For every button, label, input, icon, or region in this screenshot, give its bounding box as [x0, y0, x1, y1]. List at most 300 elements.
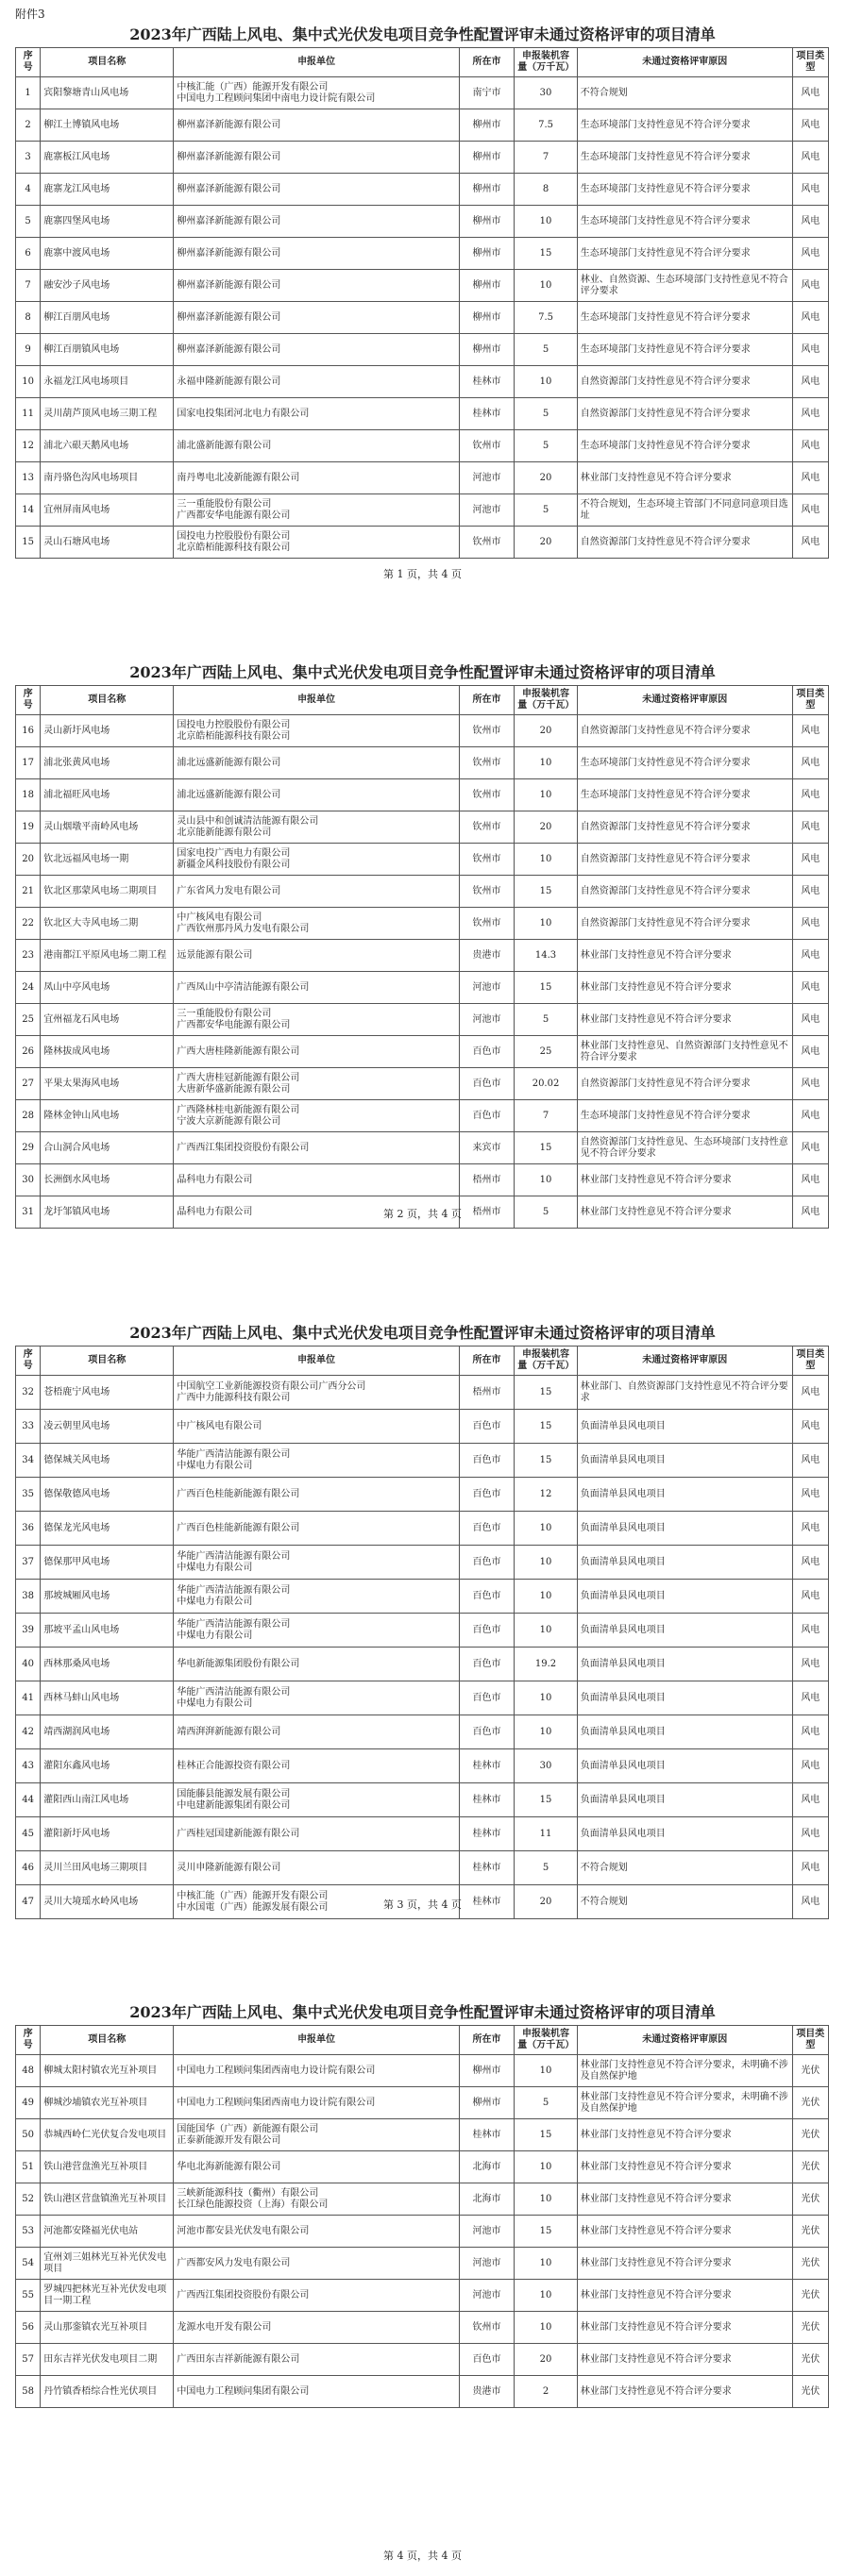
city-cell: 百色市 — [459, 1068, 514, 1100]
header-applicant-unit: 申报单位 — [174, 2026, 459, 2055]
project-type-cell: 风电 — [792, 1444, 828, 1478]
project-type-cell: 风电 — [792, 494, 828, 527]
reason-cell: 负面清单县风电项目 — [577, 1546, 792, 1580]
row-number-cell: 44 — [16, 1783, 41, 1817]
project-name-cell: 宜州福龙石风电场 — [41, 1004, 174, 1036]
city-cell: 桂林市 — [459, 1817, 514, 1851]
project-type-cell: 风电 — [792, 302, 828, 334]
capacity-cell: 10 — [515, 908, 578, 940]
city-cell: 百色市 — [459, 1546, 514, 1580]
applicant-unit-cell: 国投电力控股股份有限公司 北京皓栢能源科技有限公司 — [174, 715, 459, 747]
header-project-name: 项目名称 — [41, 686, 174, 715]
city-cell: 河池市 — [459, 2280, 514, 2312]
applicant-unit-cell: 中核汇能（广西）能源开发有限公司 中水国電（广西）能源发展有限公司 — [174, 1885, 459, 1919]
project-name-cell: 南丹骆色沟风电场项目 — [41, 462, 174, 494]
reason-cell: 林业部门支持性意见不符合评分要求 — [577, 2312, 792, 2344]
capacity-cell: 5 — [515, 1851, 578, 1885]
table-row — [16, 1410, 829, 1444]
applicant-unit-cell: 靖西湃湃新能源有限公司 — [174, 1715, 459, 1749]
applicant-unit-cell: 桂林正合能源投资有限公司 — [174, 1749, 459, 1783]
capacity-cell: 5 — [515, 430, 578, 462]
project-name-cell: 灌阳西山南江风电场 — [41, 1783, 174, 1817]
project-type-cell: 光伏 — [792, 2344, 828, 2376]
reason-cell: 负面清单县风电项目 — [577, 1580, 792, 1614]
applicant-unit-cell: 中核汇能（广西）能源开发有限公司 中国电力工程顾问集团中南电力设计院有限公司 — [174, 77, 459, 109]
capacity-cell: 10 — [515, 1614, 578, 1648]
table-row — [16, 2087, 829, 2119]
capacity-cell: 15 — [515, 238, 578, 270]
reason-cell: 自然资源部门支持性意见不符合评分要求 — [577, 811, 792, 844]
project-name-cell: 浦北张黄风电场 — [41, 747, 174, 779]
project-type-cell: 风电 — [792, 908, 828, 940]
applicant-unit-cell: 浦北远盛新能源有限公司 — [174, 747, 459, 779]
capacity-cell: 15 — [515, 1410, 578, 1444]
capacity-cell: 2 — [515, 2376, 578, 2408]
table-row — [16, 908, 829, 940]
capacity-cell: 15 — [515, 876, 578, 908]
header-row-number: 序号 — [16, 1347, 41, 1376]
project-table — [15, 2025, 829, 2408]
applicant-unit-cell: 浦北盛新能源有限公司 — [174, 430, 459, 462]
project-type-cell: 风电 — [792, 1164, 828, 1196]
city-cell: 梧州市 — [459, 1196, 514, 1229]
row-number-cell: 33 — [16, 1410, 41, 1444]
applicant-unit-cell: 柳州嘉泽新能源有限公司 — [174, 238, 459, 270]
applicant-unit-cell: 广西百色桂能新能源有限公司 — [174, 1478, 459, 1512]
project-name-cell: 柳江百朋镇风电场 — [41, 334, 174, 366]
page-2 — [0, 661, 845, 1229]
header-project-name: 项目名称 — [41, 2026, 174, 2055]
applicant-unit-cell: 灵山县中和创诚清洁能源有限公司 北京能新能源有限公司 — [174, 811, 459, 844]
table-row — [16, 2344, 829, 2376]
project-type-cell: 光伏 — [792, 2183, 828, 2216]
row-number-cell: 29 — [16, 1132, 41, 1164]
project-type-cell: 风电 — [792, 206, 828, 238]
city-cell: 河池市 — [459, 494, 514, 527]
project-type-cell: 风电 — [792, 940, 828, 972]
row-number-cell: 50 — [16, 2119, 41, 2151]
project-type-cell: 风电 — [792, 1614, 828, 1648]
city-cell: 河池市 — [459, 972, 514, 1004]
applicant-unit-cell: 柳州嘉泽新能源有限公司 — [174, 109, 459, 142]
city-cell: 桂林市 — [459, 1851, 514, 1885]
project-type-cell: 风电 — [792, 1068, 828, 1100]
project-name-cell: 平果太果海风电场 — [41, 1068, 174, 1100]
project-name-cell: 西林那桑风电场 — [41, 1648, 174, 1681]
table-row — [16, 302, 829, 334]
capacity-cell: 10 — [515, 366, 578, 398]
row-number-cell: 23 — [16, 940, 41, 972]
applicant-unit-cell: 广西大唐桂冠新能源有限公司 大唐新华盛新能源有限公司 — [174, 1068, 459, 1100]
table-row — [16, 527, 829, 559]
reason-cell: 自然资源部门支持性意见不符合评分要求 — [577, 1068, 792, 1100]
table-row — [16, 811, 829, 844]
capacity-cell: 19.2 — [515, 1648, 578, 1681]
project-name-cell: 德保龙光风电场 — [41, 1512, 174, 1546]
project-name-cell: 柳江土博镇风电场 — [41, 109, 174, 142]
header-applicant-unit: 申报单位 — [174, 1347, 459, 1376]
city-cell: 河池市 — [459, 2248, 514, 2280]
row-number-cell: 20 — [16, 844, 41, 876]
applicant-unit-cell: 国投电力控股股份有限公司 北京皓栢能源科技有限公司 — [174, 527, 459, 559]
reason-cell: 负面清单县风电项目 — [577, 1783, 792, 1817]
header-capacity: 申报装机容量（万千瓦） — [515, 2026, 578, 2055]
capacity-cell: 15 — [515, 972, 578, 1004]
applicant-unit-cell: 华能广西清洁能源有限公司 中煤电力有限公司 — [174, 1681, 459, 1715]
header-reason: 未通过资格评审原因 — [577, 48, 792, 77]
project-name-cell: 铁山港区营盘镇渔光互补项目 — [41, 2183, 174, 2216]
applicant-unit-cell: 华电北海新能源有限公司 — [174, 2151, 459, 2183]
project-type-cell: 风电 — [792, 1648, 828, 1681]
reason-cell: 林业部门支持性意见不符合评分要求 — [577, 2151, 792, 2183]
project-type-cell: 风电 — [792, 779, 828, 811]
capacity-cell: 7 — [515, 1100, 578, 1132]
reason-cell: 负面清单县风电项目 — [577, 1410, 792, 1444]
reason-cell: 不符合规划 — [577, 77, 792, 109]
reason-cell: 生态环境部门支持性意见不符合评分要求 — [577, 779, 792, 811]
row-number-cell: 13 — [16, 462, 41, 494]
city-cell: 钦州市 — [459, 430, 514, 462]
header-city: 所在市 — [459, 2026, 514, 2055]
row-number-cell: 39 — [16, 1614, 41, 1648]
row-number-cell: 40 — [16, 1648, 41, 1681]
table-row — [16, 876, 829, 908]
page-title: 2023年广西陆上风电、集中式光伏发电项目竞争性配置评审未通过资格评审的项目清单 — [129, 25, 716, 43]
city-cell: 钦州市 — [459, 715, 514, 747]
header-project-type: 项目类型 — [792, 48, 828, 77]
city-cell: 百色市 — [459, 1100, 514, 1132]
project-type-cell: 风电 — [792, 1681, 828, 1715]
project-type-cell: 风电 — [792, 142, 828, 174]
project-name-cell: 永福龙江风电场项目 — [41, 366, 174, 398]
city-cell: 钦州市 — [459, 876, 514, 908]
city-cell: 桂林市 — [459, 2119, 514, 2151]
header-project-type: 项目类型 — [792, 2026, 828, 2055]
applicant-unit-cell: 柳州嘉泽新能源有限公司 — [174, 334, 459, 366]
table-row — [16, 1036, 829, 1068]
reason-cell: 林业部门支持性意见不符合评分要求 — [577, 940, 792, 972]
applicant-unit-cell: 柳州嘉泽新能源有限公司 — [174, 206, 459, 238]
project-type-cell: 光伏 — [792, 2087, 828, 2119]
capacity-cell: 20.02 — [515, 1068, 578, 1100]
capacity-cell: 20 — [515, 811, 578, 844]
capacity-cell: 25 — [515, 1036, 578, 1068]
table-row — [16, 142, 829, 174]
project-name-cell: 田东吉祥光伏发电项目二期 — [41, 2344, 174, 2376]
project-name-cell: 融安沙子风电场 — [41, 270, 174, 302]
table-row — [16, 2183, 829, 2216]
applicant-unit-cell: 华能广西清洁能源有限公司 中煤电力有限公司 — [174, 1444, 459, 1478]
reason-cell: 自然资源部门支持性意见不符合评分要求 — [577, 876, 792, 908]
city-cell: 柳州市 — [459, 238, 514, 270]
header-reason: 未通过资格评审原因 — [577, 1347, 792, 1376]
capacity-cell: 10 — [515, 779, 578, 811]
header-row-number: 序号 — [16, 48, 41, 77]
reason-cell: 自然资源部门支持性意见不符合评分要求 — [577, 527, 792, 559]
city-cell: 百色市 — [459, 1614, 514, 1648]
reason-cell: 生态环境部门支持性意见不符合评分要求 — [577, 1100, 792, 1132]
row-number-cell: 7 — [16, 270, 41, 302]
table-row — [16, 2216, 829, 2248]
city-cell: 柳州市 — [459, 2087, 514, 2119]
table-row — [16, 1376, 829, 1410]
reason-cell: 林业部门支持性意见不符合评分要求 — [577, 1004, 792, 1036]
table-row — [16, 2312, 829, 2344]
table-row — [16, 844, 829, 876]
capacity-cell: 10 — [515, 270, 578, 302]
project-name-cell: 凌云朝里风电场 — [41, 1410, 174, 1444]
project-name-cell: 西林马蚌山风电场 — [41, 1681, 174, 1715]
applicant-unit-cell: 国能藤县能源发展有限公司 中电建新能源集团有限公司 — [174, 1783, 459, 1817]
city-cell: 百色市 — [459, 1444, 514, 1478]
row-number-cell: 51 — [16, 2151, 41, 2183]
project-name-cell: 隆林金钟山风电场 — [41, 1100, 174, 1132]
header-project-type: 项目类型 — [792, 686, 828, 715]
reason-cell: 林业、自然资源、生态环境部门支持性意见不符合评分要求 — [577, 270, 792, 302]
applicant-unit-cell: 广西西江集团投资股份有限公司 — [174, 1132, 459, 1164]
table-row — [16, 972, 829, 1004]
page-4 — [0, 2000, 845, 2408]
row-number-cell: 3 — [16, 142, 41, 174]
project-name-cell: 鹿寨龙江风电场 — [41, 174, 174, 206]
reason-cell: 负面清单县风电项目 — [577, 1817, 792, 1851]
city-cell: 梧州市 — [459, 1376, 514, 1410]
table-row — [16, 366, 829, 398]
city-cell: 百色市 — [459, 1512, 514, 1546]
page-title: 2023年广西陆上风电、集中式光伏发电项目竞争性配置评审未通过资格评审的项目清单 — [129, 663, 716, 681]
row-number-cell: 11 — [16, 398, 41, 430]
capacity-cell: 10 — [515, 2280, 578, 2312]
city-cell: 钦州市 — [459, 811, 514, 844]
project-type-cell: 风电 — [792, 1885, 828, 1919]
row-number-cell: 4 — [16, 174, 41, 206]
city-cell: 桂林市 — [459, 1885, 514, 1919]
project-table — [15, 47, 829, 559]
header-city: 所在市 — [459, 48, 514, 77]
project-name-cell: 合山洞合风电场 — [41, 1132, 174, 1164]
table-row — [16, 1783, 829, 1817]
city-cell: 河池市 — [459, 2216, 514, 2248]
project-name-cell: 浦北六硍天鹅风电场 — [41, 430, 174, 462]
row-number-cell: 5 — [16, 206, 41, 238]
reason-cell: 林业部门支持性意见、自然资源部门支持性意见不符合评分要求 — [577, 1036, 792, 1068]
reason-cell: 林业部门支持性意见不符合评分要求 — [577, 2183, 792, 2216]
table-header-row — [16, 2026, 829, 2055]
header-project-type: 项目类型 — [792, 1347, 828, 1376]
project-name-cell: 那坡城厢风电场 — [41, 1580, 174, 1614]
reason-cell: 生态环境部门支持性意见不符合评分要求 — [577, 430, 792, 462]
project-type-cell: 风电 — [792, 398, 828, 430]
city-cell: 百色市 — [459, 1036, 514, 1068]
row-number-cell: 48 — [16, 2055, 41, 2087]
row-number-cell: 49 — [16, 2087, 41, 2119]
applicant-unit-cell: 华能广西清洁能源有限公司 中煤电力有限公司 — [174, 1614, 459, 1648]
capacity-cell: 30 — [515, 77, 578, 109]
city-cell: 百色市 — [459, 1648, 514, 1681]
row-number-cell: 19 — [16, 811, 41, 844]
applicant-unit-cell: 柳州嘉泽新能源有限公司 — [174, 270, 459, 302]
applicant-unit-cell: 中广核风电有限公司 — [174, 1410, 459, 1444]
project-table — [15, 1346, 829, 1919]
reason-cell: 负面清单县风电项目 — [577, 1478, 792, 1512]
project-name-cell: 凤山中亭风电场 — [41, 972, 174, 1004]
row-number-cell: 2 — [16, 109, 41, 142]
capacity-cell: 5 — [515, 494, 578, 527]
capacity-cell: 12 — [515, 1478, 578, 1512]
capacity-cell: 10 — [515, 2183, 578, 2216]
capacity-cell: 10 — [515, 1512, 578, 1546]
header-reason: 未通过资格评审原因 — [577, 2026, 792, 2055]
row-number-cell: 15 — [16, 527, 41, 559]
row-number-cell: 35 — [16, 1478, 41, 1512]
applicant-unit-cell: 柳州嘉泽新能源有限公司 — [174, 302, 459, 334]
city-cell: 桂林市 — [459, 398, 514, 430]
applicant-unit-cell: 柳州嘉泽新能源有限公司 — [174, 174, 459, 206]
city-cell: 柳州市 — [459, 334, 514, 366]
row-number-cell: 41 — [16, 1681, 41, 1715]
table-row — [16, 1068, 829, 1100]
applicant-unit-cell: 中国电力工程顾问集团西南电力设计院有限公司 — [174, 2087, 459, 2119]
header-capacity: 申报装机容量（万千瓦） — [515, 1347, 578, 1376]
table-row — [16, 2280, 829, 2312]
row-number-cell: 38 — [16, 1580, 41, 1614]
reason-cell: 自然资源部门支持性意见、生态环境部门支持性意见不符合评分要求 — [577, 1132, 792, 1164]
reason-cell: 林业部门支持性意见不符合评分要求，未明确不涉及自然保护地 — [577, 2055, 792, 2087]
city-cell: 桂林市 — [459, 1783, 514, 1817]
project-name-cell: 宜州刘三姐林光互补光伏发电项目 — [41, 2248, 174, 2280]
project-name-cell: 鹿寨四堡风电场 — [41, 206, 174, 238]
project-name-cell: 灵川兰田风电场三期项目 — [41, 1851, 174, 1885]
capacity-cell: 15 — [515, 2119, 578, 2151]
row-number-cell: 9 — [16, 334, 41, 366]
applicant-unit-cell: 国家电投广西电力有限公司 新疆金风科技股份有限公司 — [174, 844, 459, 876]
city-cell: 钦州市 — [459, 527, 514, 559]
row-number-cell: 34 — [16, 1444, 41, 1478]
reason-cell: 自然资源部门支持性意见不符合评分要求 — [577, 715, 792, 747]
capacity-cell: 15 — [515, 1132, 578, 1164]
applicant-unit-cell: 三一重能股份有限公司 广西都安华电能源有限公司 — [174, 494, 459, 527]
reason-cell: 不符合规划 — [577, 1885, 792, 1919]
table-row — [16, 2055, 829, 2087]
row-number-cell: 37 — [16, 1546, 41, 1580]
city-cell: 南宁市 — [459, 77, 514, 109]
capacity-cell: 15 — [515, 1783, 578, 1817]
project-type-cell: 风电 — [792, 1036, 828, 1068]
project-name-cell: 浦北福旺风电场 — [41, 779, 174, 811]
project-name-cell: 苍梧鹿宁风电场 — [41, 1376, 174, 1410]
capacity-cell: 10 — [515, 1715, 578, 1749]
applicant-unit-cell: 三一重能股份有限公司 广西都安华电能源有限公司 — [174, 1004, 459, 1036]
row-number-cell: 31 — [16, 1196, 41, 1229]
table-header-row — [16, 1347, 829, 1376]
table-row — [16, 398, 829, 430]
city-cell: 百色市 — [459, 1410, 514, 1444]
city-cell: 河池市 — [459, 1004, 514, 1036]
city-cell: 柳州市 — [459, 142, 514, 174]
applicant-unit-cell: 广东省风力发电有限公司 — [174, 876, 459, 908]
capacity-cell: 10 — [515, 1164, 578, 1196]
applicant-unit-cell: 晶科电力有限公司 — [174, 1164, 459, 1196]
project-name-cell: 龙圩邹镇风电场 — [41, 1196, 174, 1229]
project-type-cell: 风电 — [792, 1512, 828, 1546]
applicant-unit-cell: 中国电力工程顾问集团西南电力设计院有限公司 — [174, 2055, 459, 2087]
reason-cell: 负面清单县风电项目 — [577, 1749, 792, 1783]
reason-cell: 生态环境部门支持性意见不符合评分要求 — [577, 109, 792, 142]
project-type-cell: 风电 — [792, 1004, 828, 1036]
applicant-unit-cell: 浦北远盛新能源有限公司 — [174, 779, 459, 811]
table-row — [16, 1512, 829, 1546]
capacity-cell: 30 — [515, 1749, 578, 1783]
city-cell: 百色市 — [459, 2344, 514, 2376]
header-capacity: 申报装机容量（万千瓦） — [515, 48, 578, 77]
row-number-cell: 54 — [16, 2248, 41, 2280]
project-type-cell: 风电 — [792, 527, 828, 559]
applicant-unit-cell: 广西隆林桂电新能源有限公司 宁波大京新能源有限公司 — [174, 1100, 459, 1132]
project-name-cell: 钦北区那蒙风电场二期项目 — [41, 876, 174, 908]
row-number-cell: 24 — [16, 972, 41, 1004]
reason-cell: 林业部门、自然资源部门支持性意见不符合评分要求 — [577, 1376, 792, 1410]
capacity-cell: 5 — [515, 1196, 578, 1229]
reason-cell: 林业部门支持性意见不符合评分要求 — [577, 462, 792, 494]
capacity-cell: 20 — [515, 462, 578, 494]
project-name-cell: 鹿寨中渡风电场 — [41, 238, 174, 270]
project-type-cell: 风电 — [792, 1546, 828, 1580]
capacity-cell: 10 — [515, 206, 578, 238]
row-number-cell: 6 — [16, 238, 41, 270]
applicant-unit-cell: 华能广西清洁能源有限公司 中煤电力有限公司 — [174, 1546, 459, 1580]
city-cell: 柳州市 — [459, 174, 514, 206]
project-type-cell: 风电 — [792, 1851, 828, 1885]
project-name-cell: 宾阳黎塘青山风电场 — [41, 77, 174, 109]
city-cell: 桂林市 — [459, 366, 514, 398]
applicant-unit-cell: 南丹粤电北凌新能源有限公司 — [174, 462, 459, 494]
project-table — [15, 685, 829, 1229]
project-type-cell: 光伏 — [792, 2248, 828, 2280]
row-number-cell: 21 — [16, 876, 41, 908]
city-cell: 来宾市 — [459, 1132, 514, 1164]
reason-cell: 自然资源部门支持性意见不符合评分要求 — [577, 844, 792, 876]
capacity-cell: 5 — [515, 398, 578, 430]
project-name-cell: 德保城关风电场 — [41, 1444, 174, 1478]
table-row — [16, 1546, 829, 1580]
city-cell: 百色市 — [459, 1715, 514, 1749]
project-name-cell: 灵山新圩风电场 — [41, 715, 174, 747]
capacity-cell: 5 — [515, 1004, 578, 1036]
table-row — [16, 1715, 829, 1749]
city-cell: 桂林市 — [459, 1749, 514, 1783]
table-row — [16, 334, 829, 366]
applicant-unit-cell: 广西大唐桂隆新能源有限公司 — [174, 1036, 459, 1068]
city-cell: 钦州市 — [459, 844, 514, 876]
row-number-cell: 56 — [16, 2312, 41, 2344]
table-row — [16, 747, 829, 779]
project-type-cell: 风电 — [792, 876, 828, 908]
project-name-cell: 港南都江平原风电场二期工程 — [41, 940, 174, 972]
project-name-cell: 宜州屏南风电场 — [41, 494, 174, 527]
project-type-cell: 风电 — [792, 334, 828, 366]
reason-cell: 负面清单县风电项目 — [577, 1614, 792, 1648]
project-name-cell: 靖西湖润风电场 — [41, 1715, 174, 1749]
page-title: 2023年广西陆上风电、集中式光伏发电项目竞争性配置评审未通过资格评审的项目清单 — [129, 2003, 716, 2021]
capacity-cell: 10 — [515, 1546, 578, 1580]
header-project-name: 项目名称 — [41, 48, 174, 77]
capacity-cell: 10 — [515, 2312, 578, 2344]
project-type-cell: 风电 — [792, 1100, 828, 1132]
project-type-cell: 光伏 — [792, 2376, 828, 2408]
applicant-unit-cell: 中国航空工业新能源投资有限公司广西分公司 广西中力能源科技有限公司 — [174, 1376, 459, 1410]
row-number-cell: 46 — [16, 1851, 41, 1885]
capacity-cell: 7.5 — [515, 302, 578, 334]
